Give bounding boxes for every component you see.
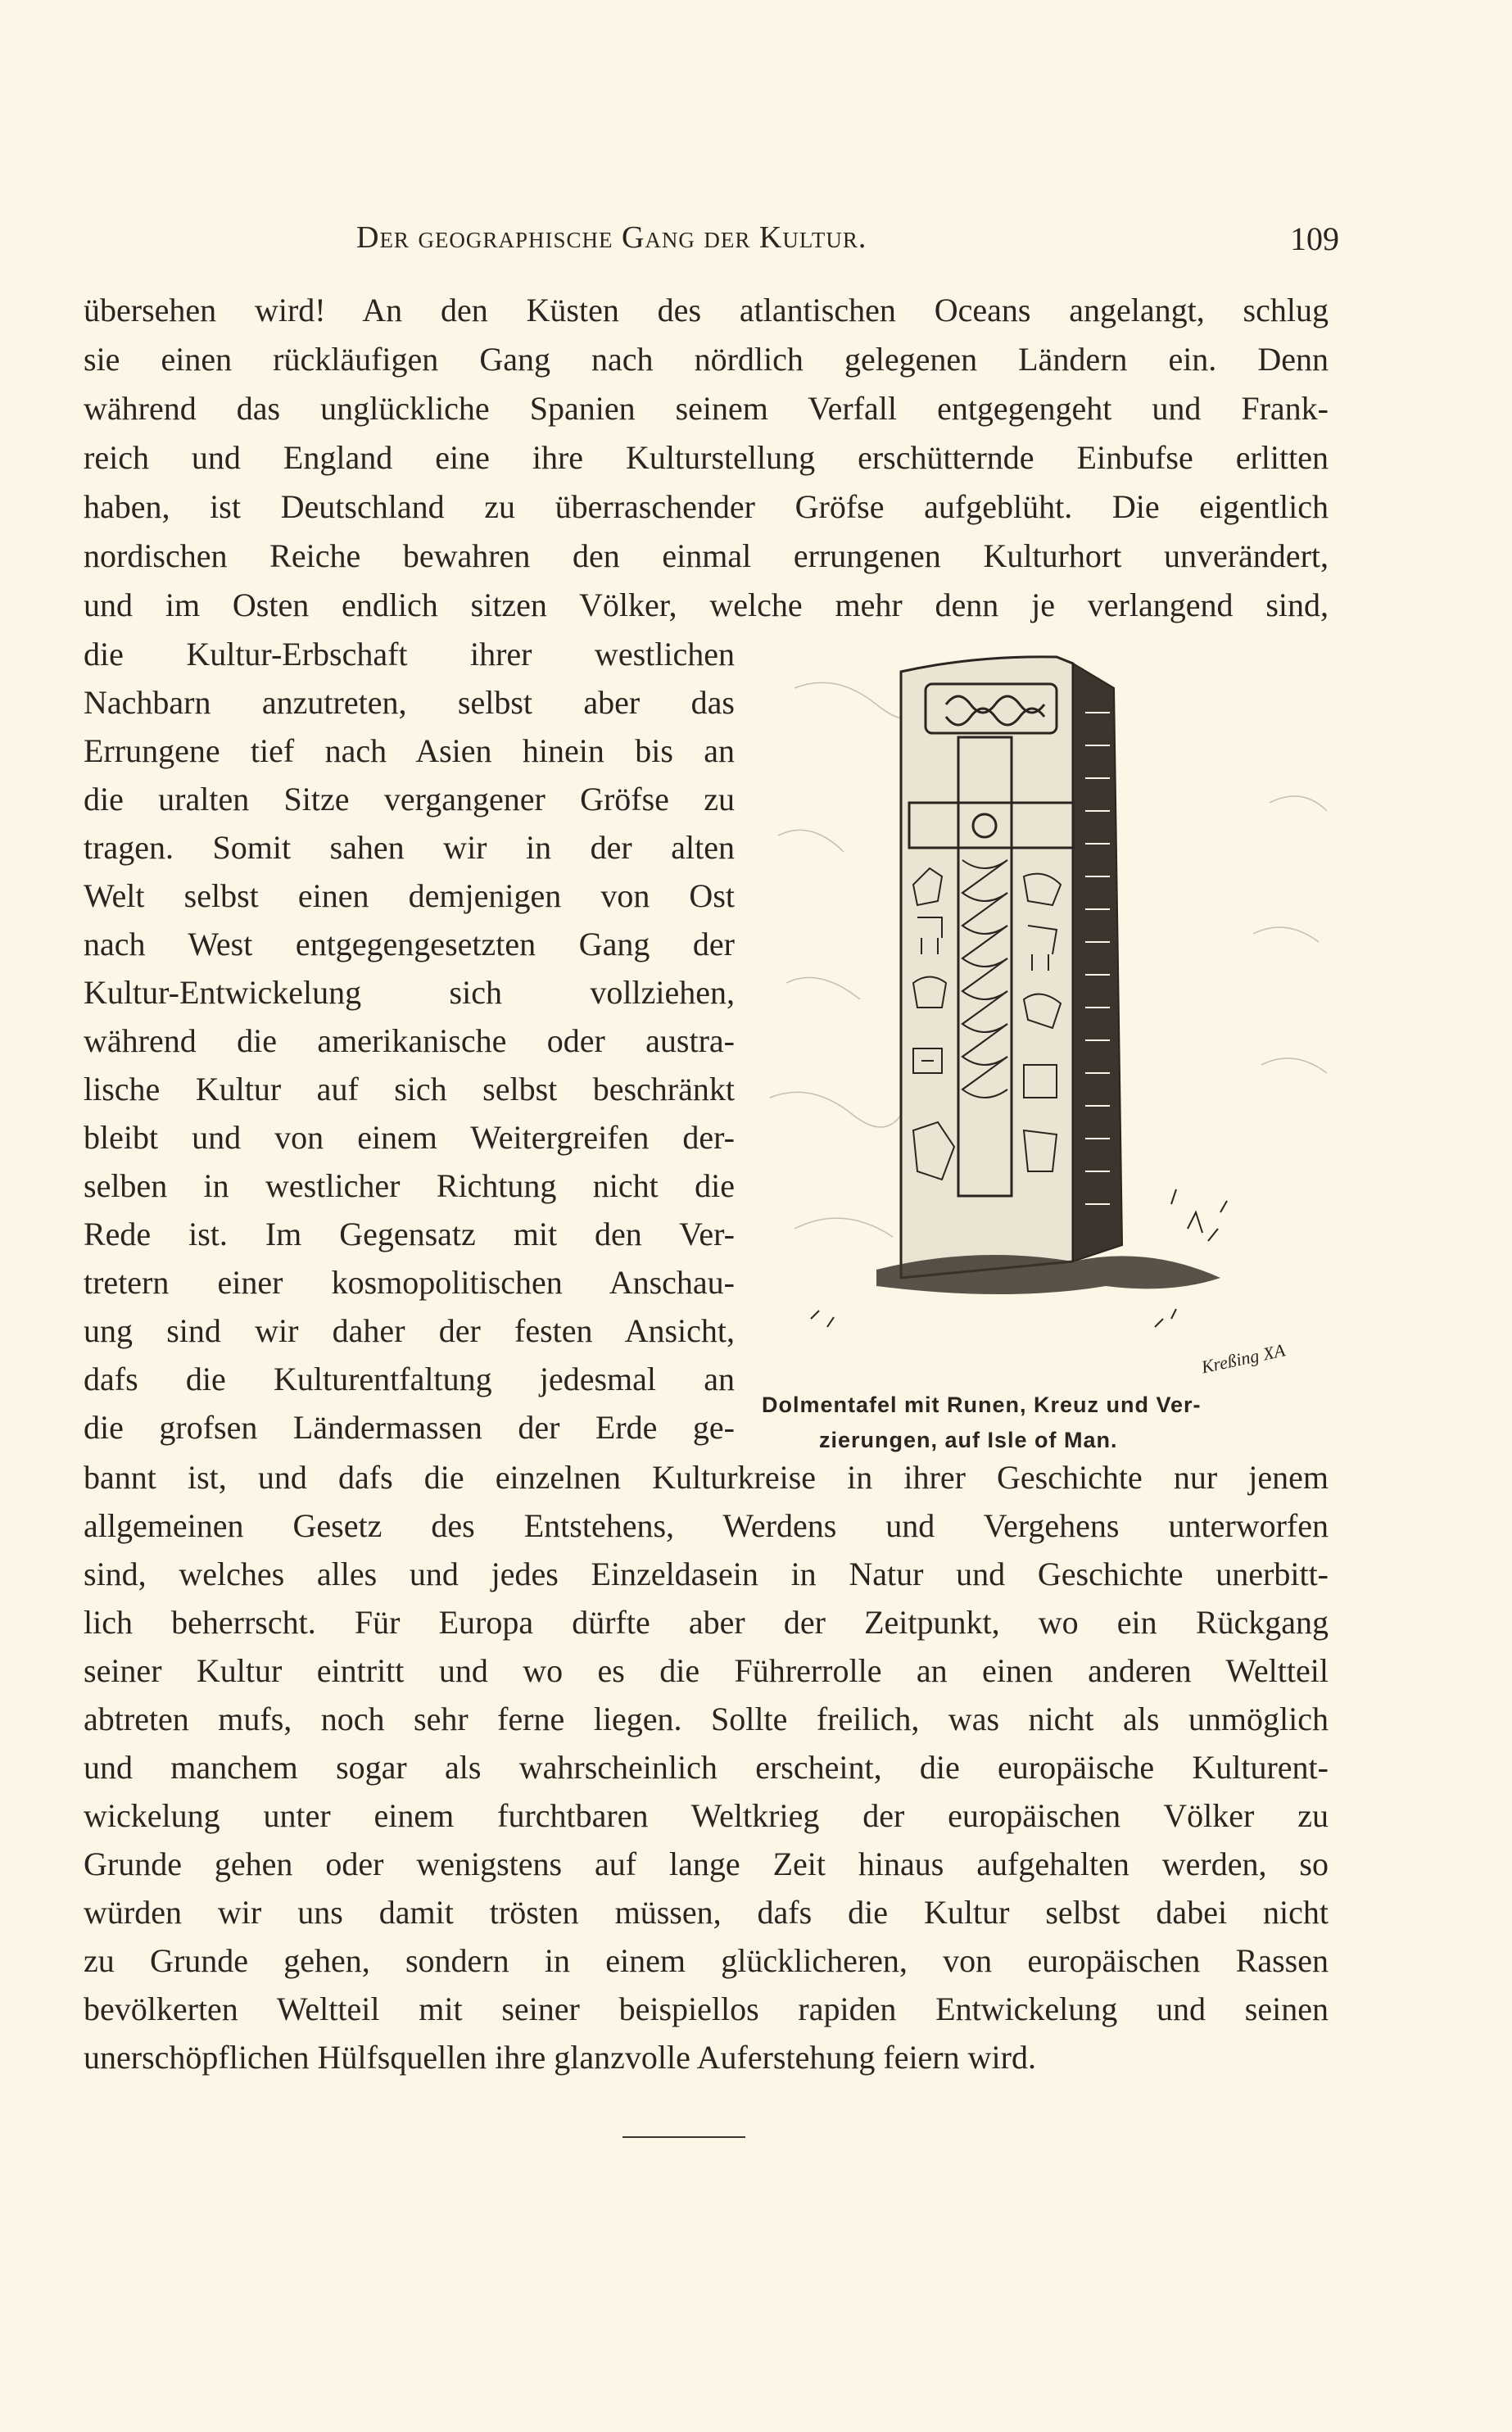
text-line: nach West entgegengesetzten Gang der <box>84 926 735 962</box>
text-line: tragen. Somit sahen wir in der alten <box>84 829 735 866</box>
text-line: die grofsen Ländermassen der Erde ge- <box>84 1409 735 1446</box>
page-number: 109 <box>1290 220 1339 257</box>
text-line: bevölkerten Weltteil mit seiner beispiellos rapiden Entwickelung und seinen <box>84 1990 1329 2027</box>
text-line: nordischen Reiche bewahren den einmal errungenen Kulturhort unverändert, <box>84 537 1329 574</box>
text-line: dafs die Kulturentfaltung jedesmal an <box>84 1361 735 1397</box>
text-line: reich und England eine ihre Kulturstellung erschütternde Einbufse erlitten <box>84 439 1329 476</box>
text-line: Rede ist. Im Gegensatz mit den Ver- <box>84 1216 735 1252</box>
figure-caption-line1: Dolmentafel mit Runen, Kreuz und Ver- <box>762 1393 1202 1417</box>
text-line: lich beherrscht. Für Europa dürfte aber der Zeitpunkt, wo ein Rückgang <box>84 1604 1329 1641</box>
text-line: und im Osten endlich sitzen Völker, welche mehr denn je verlangend sind, <box>84 586 1329 623</box>
figure-caption-line2: zierungen, auf Isle of Man. <box>819 1428 1118 1452</box>
text-line: allgemeinen Gesetz des Entstehens, Werdens und Vergehens unterworfen <box>84 1507 1329 1544</box>
text-line: tretern einer kosmopolitischen Anschau- <box>84 1264 735 1301</box>
text-line: ung sind wir daher der festen Ansicht, <box>84 1312 735 1349</box>
text-line: wickelung unter einem furchtbaren Weltkrieg der europäischen Völker zu <box>84 1797 1329 1834</box>
text-line: sind, welches alles und jedes Einzeldasein in Natur und Geschichte unerbitt- <box>84 1556 1329 1592</box>
rune-stone-drawing <box>762 639 1335 1388</box>
text-line: bleibt und von einem Weitergreifen der- <box>84 1119 735 1156</box>
text-line: haben, ist Deutschland zu überraschender Gröfse aufgeblüht. Die eigentlich <box>84 488 1329 525</box>
text-line: übersehen wird! An den Küsten des atlantischen Oceans angelangt, schlug <box>84 292 1329 328</box>
text-line: lische Kultur auf sich selbst beschränkt <box>84 1071 735 1107</box>
page-header <box>356 220 1339 269</box>
text-line: Errungene tief nach Asien hinein bis an <box>84 732 735 769</box>
text-line: während die amerikanische oder austra- <box>84 1022 735 1059</box>
text-line: Kultur-Entwickelung sich vollziehen, <box>84 974 735 1011</box>
text-line: Nachbarn anzutreten, selbst aber das <box>84 684 735 721</box>
closing-rule <box>622 2136 745 2138</box>
text-line: zu Grunde gehen, sondern in einem glücklicheren, von europäischen Rassen <box>84 1942 1329 1979</box>
text-line: bannt ist, und dafs die einzelnen Kulturkreise in ihrer Geschichte nur jenem <box>84 1459 1329 1496</box>
text-line: und manchem sogar als wahrscheinlich erscheint, die europäische Kulturent- <box>84 1749 1329 1786</box>
text-line: abtreten mufs, noch sehr ferne liegen. Sollte freilich, was nicht als unmöglich <box>84 1701 1329 1737</box>
artist-signature: Kreßing XA <box>1199 1339 1288 1378</box>
text-line: unerschöpflichen Hülfsquellen ihre glanzvolle Auferstehung feiern wird. <box>84 2039 1036 2076</box>
text-line: sie einen rückläufigen Gang nach nördlich gelegenen Ländern ein. Denn <box>84 341 1329 378</box>
rune-stone-illustration <box>762 639 1335 1388</box>
text-line: die Kultur-Erbschaft ihrer westlichen <box>84 636 735 673</box>
text-line: Grunde gehen oder wenigstens auf lange Zeit hinaus aufgehalten werden, so <box>84 1846 1329 1882</box>
text-line: während das unglückliche Spanien seinem Verfall entgegengeht und Frank- <box>84 390 1329 427</box>
running-title: Der geographische Gang der Kultur. <box>356 220 867 255</box>
text-line: selben in westlicher Richtung nicht die <box>84 1167 735 1204</box>
text-line: Welt selbst einen demjenigen von Ost <box>84 877 735 914</box>
text-line: würden wir uns damit trösten müssen, dafs die Kultur selbst dabei nicht <box>84 1894 1329 1931</box>
text-line: die uralten Sitze vergangener Gröfse zu <box>84 781 735 817</box>
text-line: seiner Kultur eintritt und wo es die Führerrolle an einen anderen Weltteil <box>84 1652 1329 1689</box>
